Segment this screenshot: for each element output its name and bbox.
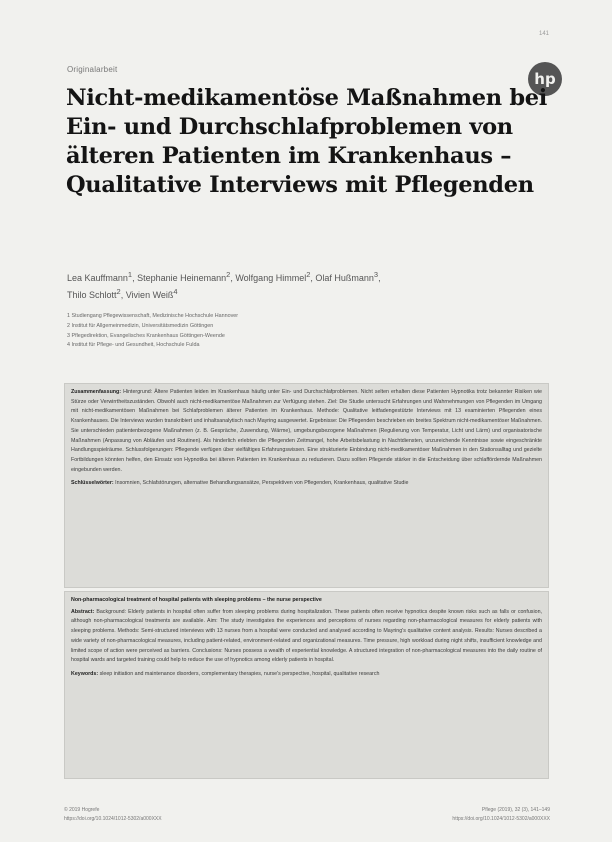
english-title: Non-pharmacological treatment of hospital patients with sleeping problems – the nurse perspective — [71, 597, 322, 603]
svg-text:hp: hp — [534, 70, 556, 88]
article-category: Originalarbeit — [67, 65, 118, 74]
german-abstract-box — [64, 383, 549, 588]
citation-block — [452, 806, 550, 824]
abstract-label: Zusammenfassung: — [71, 389, 122, 395]
citation-doi-link[interactable]: https://doi.org/10.1024/1012-5302/a000XXX — [452, 816, 550, 822]
journal-citation: Pflege (2019), 32 (3), 141–149 — [481, 807, 550, 813]
abstract-text: Background: Elderly patients in hospital often suffer from sleeping problems during hospitalization. These patients often receive hypnotics despite known risks such as falls or confusion, although non-pharmacological treatments are available. Aim: The study investigates the experiences and perceptions of nurses regarding non-pharmacological measures for elderly patients with sleeping problems. Methods: Semi-structured interviews with 13 nurses from a hospital were conducted and analysed according to Mayring's qualitative content analysis. Results: Nurses described a wide variety of non-pharmacological measures, including patient-related, environment-related and organizational measures. Time pressure, high workload during night shifts, insufficient knowledge and limited scope of action were perceived as barriers. Conclusions: Nurses possess a wealth of experiential knowledge. A structured integration of non-pharmacological measures into the daily routine of hospital wards and targeted training could help to reduce the use of hypnotics among elderly patients in hospital. — [71, 608, 542, 664]
abstract-label: Abstract: — [71, 608, 95, 615]
abstract-text: Hintergrund: Ältere Patienten leiden im Krankenhaus häufig unter Ein- und Durchschlafproblemen. Nicht selten erhalten diese Patienten Hypnotika trotz bekannter Risiken wie Stürze oder Verwirrtheitszuständen. Obwohl auch nicht-medikamentöse Maßnahmen zur Verfügung stehen. Ziel: Die Studie untersucht Erfahrungen und Wahrnehmungen von Pflegenden im Umgang mit nicht-medikamentösen Maßnahmen bei Schlafproblemen älterer Patienten im Krankenhaus. Methode: Qualitative leitfadengestützte Interviews mit 13 examinierten Pflegenden eines Krankenhauses. Die Interviews wurden transkribiert und inhaltsanalytisch nach Mayring ausgewertet. Ergebnisse: Die Pflegenden beschrieben ein breites Spektrum nicht-medikamentöser Maßnahmen. Sie unterschieden patientenbezogene Maßnahmen (z. B. Gespräche, Zuwendung, Wärme), umgebungsbezogene Maßnahmen (Regulierung von Temperatur, Licht und Lärm) und organisatorische Maßnahmen (Anpassung von Abläufen und Routinen). Als hinderlich erlebten die Pflegenden Zeitmangel, hohe Arbeitsbelastung in Nachtdiensten, unzureichende Kenntnisse sowie eingeschränkte Handlungsspielräume. Schlussfolgerungen: Pflegende verfügen über vielfältiges Erfahrungswissen. Eine strukturierte Einbindung nicht-medikamentöser Maßnahmen in den Stationsalltag und gezielte Fortbildungen könnten helfen, den Einsatz von Hypnotika bei älteren Patienten im Krankenhaus zu reduzieren. Dazu sollten Pflegende stärker in die Entscheidung über schlaffördernde Maßnahmen eingebunden werden. — [71, 389, 542, 473]
english-abstract — [71, 608, 542, 666]
english-abstract-box — [64, 591, 549, 779]
affiliation-list — [67, 312, 467, 351]
copyright-line: © 2019 Hogrefe — [64, 807, 100, 813]
page-number: 141 — [539, 31, 550, 37]
german-keywords — [71, 479, 542, 489]
author-name: Olaf Hußmann — [315, 273, 374, 283]
keywords-text: Insomnien, Schlafstörungen, alternative Behandlungsansätze, Perspektiven von Pflegenden, Krankenhaus, qualitative Studie — [115, 480, 409, 487]
german-abstract — [71, 388, 542, 475]
keywords-label: Schlüsselwörter: — [71, 480, 114, 487]
author-name: Stephanie Heinemann — [137, 273, 227, 283]
article-title: Nicht-medikamentöse Maßnahmen bei Ein- und Durchschlafproblemen von älteren Patienten im Krankenhaus – Qualitative Interviews mit Pflegenden — [66, 85, 548, 198]
author-name: Wolfgang Himmel — [235, 273, 307, 283]
english-keywords — [71, 670, 542, 680]
author-list: Lea Kauffmann$^1$, Stephanie Heinemann$^2$, Wolfgang Himmel$^2$, Olaf Hußmann$^3$, Thilo Schlott$^2$, Vivien Weiß$^4$ — [67, 270, 381, 300]
affiliation: 2 Institut für Allgemeinmedizin, Universitätsmedizin Göttingen — [67, 322, 214, 329]
keywords-label: Keywords: — [71, 670, 99, 677]
author-name: Thilo Schlott — [67, 290, 117, 300]
author-name: Lea Kauffmann — [67, 273, 128, 283]
footer-doi-link[interactable]: https://doi.org/10.1024/1012-5302/a000XXX — [64, 816, 162, 822]
affiliation: 1 Studiengang Pflegewissenschaft, Medizinische Hochschule Hannover — [67, 313, 239, 319]
affiliation: 4 Institut für Pflege- und Gesundheit, Hochschule Fulda — [67, 342, 200, 349]
author-name: Vivien Weiß — [125, 290, 174, 300]
page-footer — [64, 806, 550, 824]
keywords-text: sleep initiation and maintenance disorders, complementary therapies, nurse's perspective, hospital, qualitative research — [99, 670, 380, 677]
affiliation: 3 Pflegedirektion, Evangelisches Krankenhaus Göttingen-Weende — [67, 332, 225, 339]
